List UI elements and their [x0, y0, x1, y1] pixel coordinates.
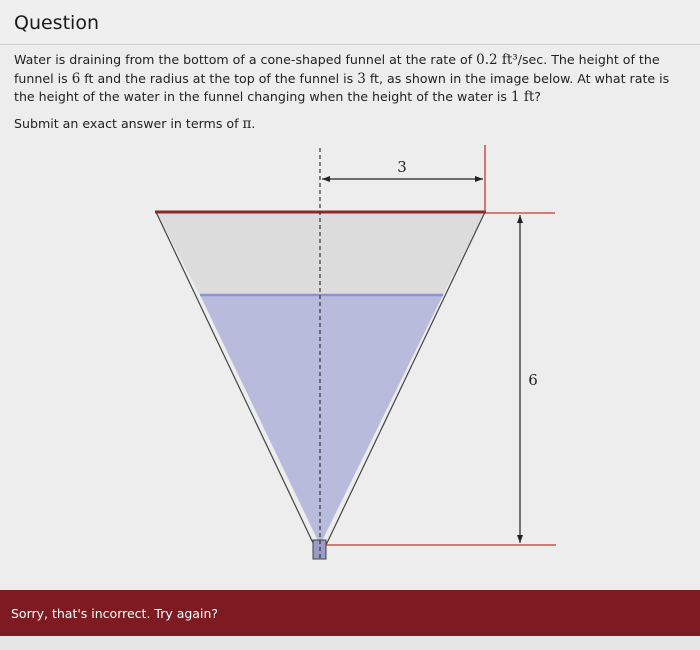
- pi-symbol: π: [242, 116, 252, 132]
- radius-label: 3: [397, 158, 407, 176]
- height-value: 6: [71, 70, 81, 87]
- water-height-value: 1: [510, 89, 520, 105]
- radius-value: 3: [357, 70, 366, 87]
- instruction-prefix: Submit an exact answer in terms of: [14, 116, 243, 131]
- instruction-suffix: .: [251, 116, 256, 131]
- water-height-unit: ft: [519, 89, 535, 105]
- question-text-part: ft and the radius at the top of the funnel is: [80, 70, 358, 86]
- question-text-part: Water is draining from the bottom of a cone-shaped funnel at the rate of: [14, 52, 477, 67]
- height-arrow-top-icon: [517, 215, 523, 223]
- feedback-banner: [0, 590, 700, 636]
- question-title: Question: [14, 12, 99, 34]
- bottom-strip: [0, 636, 700, 650]
- height-label: 6: [528, 371, 538, 389]
- radius-arrow-left-icon: [322, 176, 330, 182]
- feedback-message: Sorry, that's incorrect. Try again?: [11, 606, 218, 621]
- question-text-part: /sec. The height of the funnel is: [14, 52, 660, 86]
- water-region: [200, 295, 443, 545]
- rate-value: 0.2 ft³: [476, 52, 518, 68]
- question-text-part: ft, as shown in the image below. At what rate is the height of the water in the funnel changing when the height of the water is: [14, 70, 670, 104]
- question-text-part: ?: [534, 89, 541, 104]
- height-arrow-bottom-icon: [517, 535, 523, 543]
- radius-arrow-right-icon: [475, 176, 483, 182]
